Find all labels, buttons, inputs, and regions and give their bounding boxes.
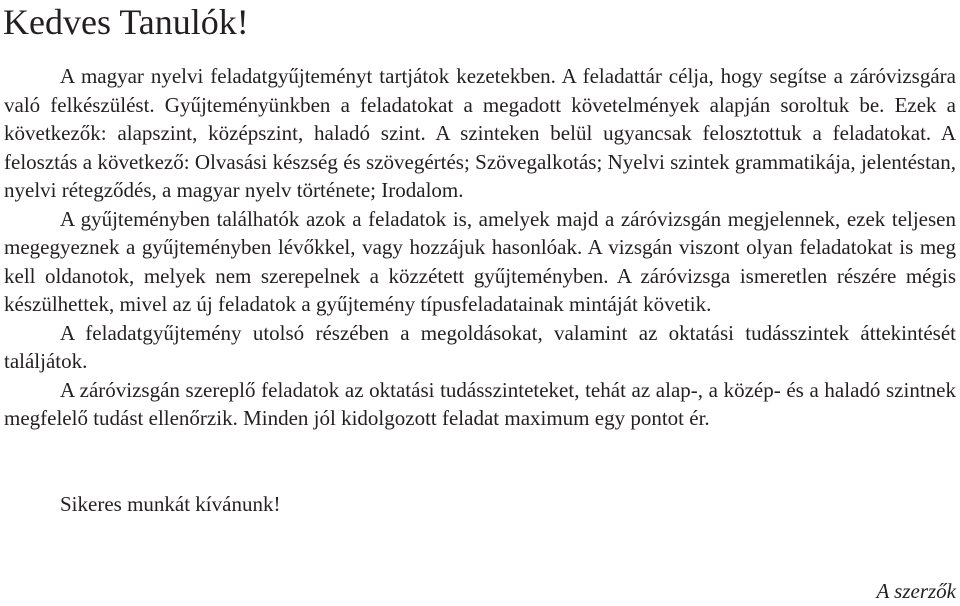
author-signature: A szerzők [876, 579, 956, 603]
paragraph-intro: A magyar nyelvi feladatgyűjteményt tartjátok kezetekben. A feladattár célja, hogy segítse a záróvizsgára való felkészülést. Gyűjteményünkben a feladatokat a megadott követelmények alapján soroltuk be. Ezek a következők: alapszint, középszint, haladó szint. A szinteken belül ugyancsak felosztottuk a feladatokat. A felosztás a következő: Olvasási készség és szövegértés; Szövegalkotás; Nyelvi szintek grammatikája, jelentéstan, nyelvi rétegződés, a magyar nyelv története; Irodalom. [4, 64, 956, 202]
paragraph-exam-tasks: A gyűjteményben találhatók azok a feladatok is, amelyek majd a záróvizsgán megjelennek, ezek teljesen megegyeznek a gyűjteményben lévőkkel, vagy hozzájuk hasonlóak. A vizsgán viszont olyan feladatokat is meg kell oldanotok, melyek nem szerepelnek a közzétett gyűjteményben. A záróvizsga ismeretlen részére mégis készülhettek, mivel az új feladatok a gyűjtemény típusfeladatainak mintáját követik. [4, 206, 956, 316]
page-title: Kedves Tanulók! [3, 2, 249, 42]
paragraph-knowledge-levels: A záróvizsgán szereplő feladatok az oktatási tudásszinteteket, tehát az alap-, a közép- és a haladó szintnek megfelelő tudást ellenőrzik. Minden jól kidolgozott feladat maximum egy pontot ér. [4, 377, 956, 430]
paragraph-solutions: A feladatgyűjtemény utolsó részében a megoldásokat, valamint az oktatási tudásszintek áttekintését találjátok. [4, 320, 956, 373]
body-text [4, 62, 956, 433]
closing-wish: Sikeres munkát kívánunk! [60, 492, 281, 516]
